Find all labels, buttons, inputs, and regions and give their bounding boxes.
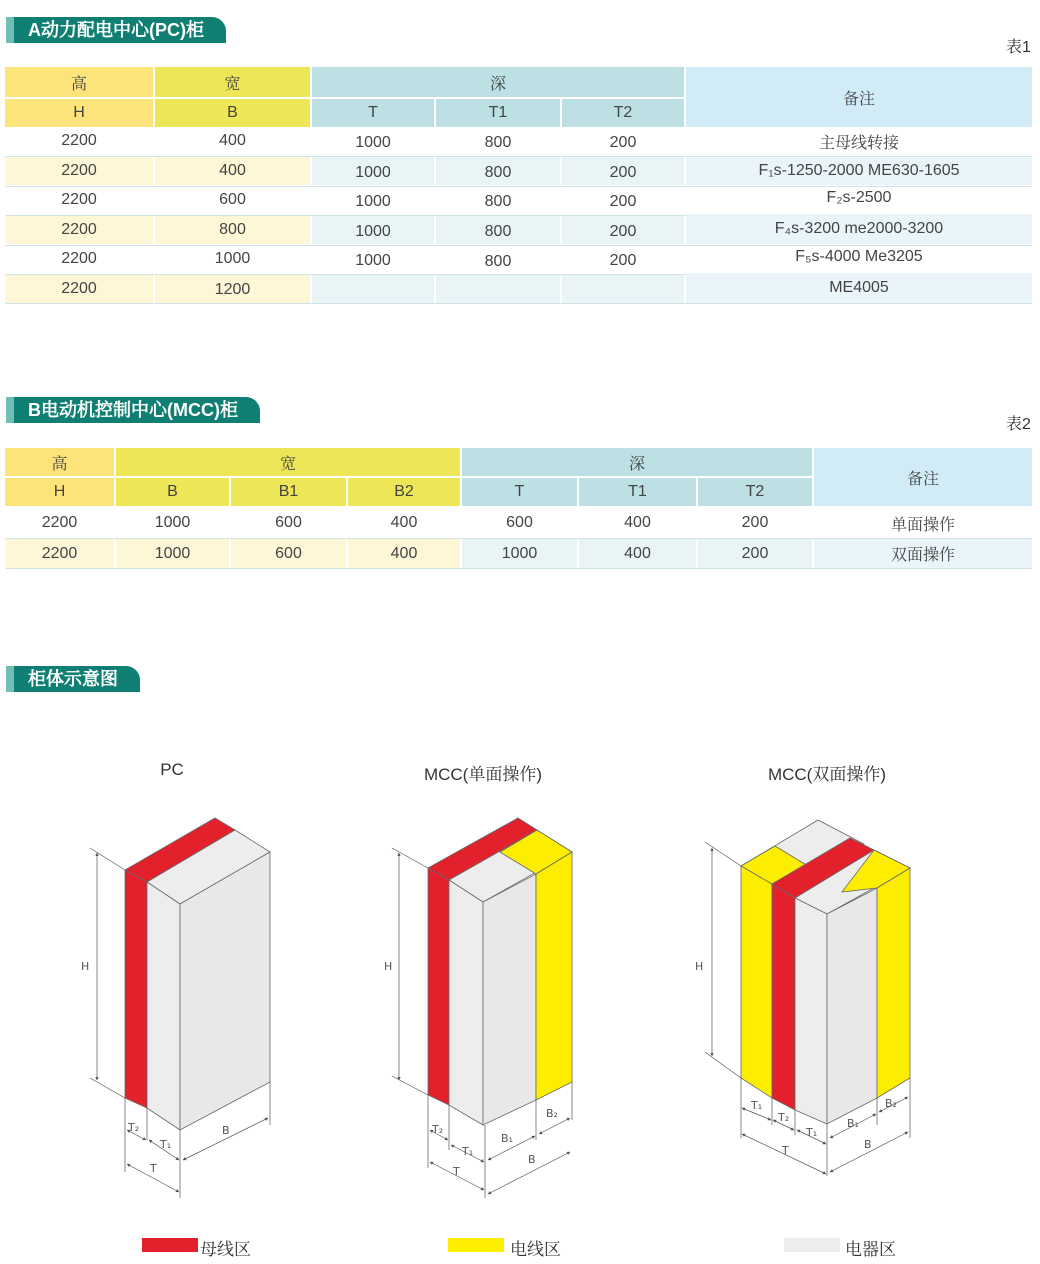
cell-t2: 200 (741, 514, 769, 531)
header-b2: B2 (348, 478, 460, 506)
cell-t2: 200 (562, 216, 684, 244)
cell-note: F₂s-2500 (826, 189, 892, 206)
section-a-title: A动力配电中心(PC)柜 (6, 17, 226, 43)
legend-label-busbar: 母线区 (200, 1240, 251, 1259)
header-width: 宽 (155, 67, 310, 97)
cell-h: 2200 (61, 132, 97, 149)
header-b1: B1 (231, 478, 346, 506)
cell-t2: 200 (609, 134, 637, 151)
header-t1: T1 (436, 99, 560, 127)
cell-note: 单面操作 (890, 516, 955, 534)
dim-t2-label: T₂ (128, 1121, 140, 1134)
cell-h: 2200 (5, 275, 153, 303)
dim-t-label: T (453, 1165, 460, 1178)
legend-label-device: 电器区 (845, 1240, 896, 1259)
cell-t2: 200 (609, 193, 637, 210)
dim-t1-label: T₁ (806, 1126, 818, 1139)
legend-swatch-cable (448, 1238, 504, 1252)
header-t2: T2 (562, 99, 684, 127)
cell-h: 2200 (41, 514, 78, 531)
cell-t2: 200 (609, 252, 637, 269)
cell-t: 1000 (355, 134, 391, 151)
dim-b-label: B (864, 1138, 872, 1151)
cell-t1: 800 (436, 216, 560, 244)
dim-b-label: B (528, 1153, 536, 1166)
dim-t-label: T (150, 1162, 157, 1175)
cell-t1: 400 (624, 514, 651, 531)
cell-t: 1000 (355, 252, 391, 269)
cell-b1: 600 (275, 514, 302, 531)
cell-note: ME4005 (686, 273, 1032, 303)
cell-b2: 400 (390, 514, 418, 531)
section-c-title: 柜体示意图 (6, 666, 140, 692)
cell-t2: 200 (562, 157, 684, 185)
header-b: B (155, 99, 310, 127)
cell-t2: 200 (698, 539, 812, 568)
dim-t1-label: T₁ (462, 1145, 474, 1158)
cell-t1: 400 (579, 539, 696, 568)
header-h: H (5, 478, 114, 506)
legend-label-cable: 电线区 (510, 1240, 561, 1259)
dim-b1-label: B₁ (501, 1132, 513, 1145)
section-b-title: B电动机控制中心(MCC)柜 (6, 397, 260, 423)
dim-b-label: B (222, 1124, 230, 1137)
dim-h-label: H (384, 960, 393, 973)
cell-note: F₁s-1250-2000 ME630-1605 (686, 157, 1032, 185)
cell-note: F₄s-3200 me2000-3200 (686, 214, 1032, 244)
mcc-single-cabinet (428, 818, 572, 1125)
cell-b1: 600 (231, 539, 346, 568)
cell-h: 2200 (5, 216, 153, 244)
legend-swatch-device (784, 1238, 840, 1252)
header-h: H (5, 99, 153, 127)
header-depth: 深 (462, 448, 812, 476)
dim-h-label: H (695, 960, 704, 973)
cell-b: 400 (219, 132, 246, 149)
cell-b: 600 (219, 191, 246, 208)
header-depth: 深 (312, 67, 684, 97)
pc-diagram-label: PC (160, 760, 184, 779)
cell-b2: 400 (348, 539, 460, 568)
dim-t1-label: T₁ (751, 1099, 763, 1112)
dim-b2-label: B₂ (546, 1107, 558, 1120)
header-note: 备注 (814, 448, 1032, 506)
cell-b: 1200 (155, 275, 310, 303)
cell-t: 1000 (355, 193, 391, 210)
cell-note: 双面操作 (814, 539, 1032, 568)
dim-h-label: H (81, 960, 90, 973)
cell-h: 2200 (5, 157, 153, 185)
cell-b: 1000 (154, 514, 191, 531)
cell-h: 2200 (61, 191, 97, 208)
cell-t: 1000 (462, 539, 577, 568)
cell-b: 1000 (116, 539, 229, 568)
table-1-label: 表1 (1006, 39, 1031, 56)
header-height: 高 (5, 67, 153, 97)
cell-note: 主母线转接 (818, 134, 899, 152)
cell-t1: 800 (484, 134, 512, 151)
dim-t2-label: T₂ (432, 1123, 444, 1136)
pc-cabinet (125, 818, 270, 1130)
dim-t1-label: T₁ (160, 1138, 172, 1151)
cell-b: 800 (155, 216, 310, 244)
header-t: T (462, 478, 577, 506)
mcc-single-diagram-label: MCC(单面操作) (423, 765, 543, 784)
cell-t1: 800 (436, 157, 560, 185)
header-width: 宽 (116, 448, 460, 476)
header-t: T (312, 99, 434, 127)
cell-t: 600 (506, 514, 533, 531)
cell-b: 400 (155, 157, 310, 185)
header-b: B (116, 478, 229, 506)
header-t2: T2 (698, 478, 812, 506)
cell-t: 1000 (312, 157, 434, 185)
cell-t1: 800 (484, 193, 512, 210)
legend-swatch-busbar (142, 1238, 198, 1252)
mcc-double-diagram-label: MCC(双面操作) (767, 765, 887, 784)
dim-b1-label: B₁ (847, 1117, 859, 1130)
header-note: 备注 (686, 67, 1032, 127)
header-height: 高 (5, 448, 114, 476)
cell-b: 1000 (214, 250, 251, 267)
dim-b2-label: B₂ (885, 1097, 897, 1110)
cell-note: F₅s-4000 Me3205 (795, 248, 923, 265)
dim-t-label: T (782, 1144, 789, 1157)
cell-t1: 800 (484, 253, 512, 270)
mcc-double-cabinet (741, 820, 910, 1124)
cell-t: 1000 (312, 216, 434, 244)
dim-t2-label: T₂ (778, 1111, 790, 1124)
table-2-label: 表2 (1006, 416, 1031, 433)
cell-h: 2200 (61, 250, 97, 267)
header-t1: T1 (579, 478, 696, 506)
cell-h: 2200 (5, 539, 114, 568)
